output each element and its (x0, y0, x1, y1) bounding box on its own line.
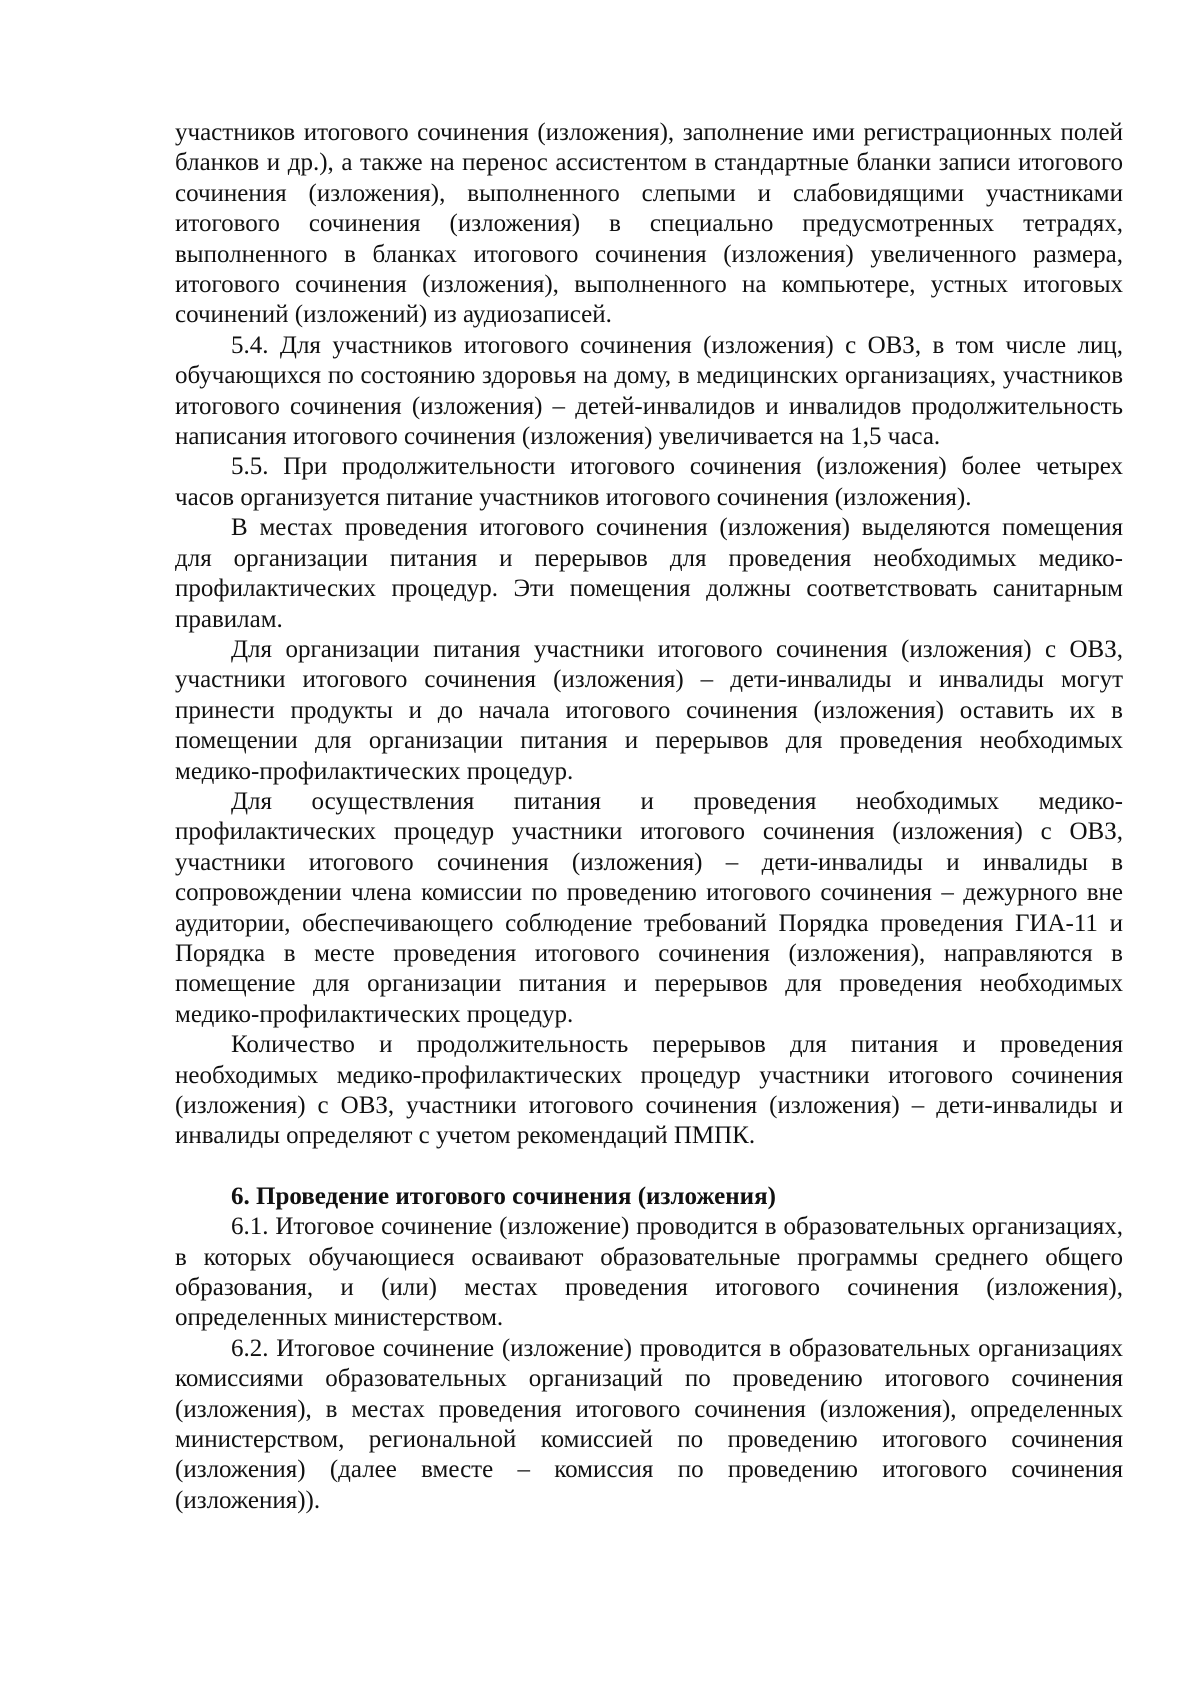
paragraph-continuation: участников итогового сочинения (изложения), заполнение ими регистрационных полей бланков и др.), а также на перенос ассистентом в стандартные бланки записи итогового сочинения (изложения), выполненного слепыми и слабовидящими участниками итогового сочинения (изложения) в специально предусмотренных тетрадях, выполненного в бланках итогового сочинения (изложения) увеличенного размера, итогового сочинения (изложения), выполненного на компьютере, устных итоговых сочинений (изложений) из аудиозаписей. (175, 119, 1123, 329)
paragraph-5-4: 5.4. Для участников итогового сочинения (изложения) с ОВЗ, в том числе лиц, обучающихся по состоянию здоровья на дому, в медицинских организациях, участников итогового сочинения (изложения) – детей-инвалидов и инвалидов продолжительность написания итогового сочинения (изложения) увеличивается на 1,5 часа. (175, 331, 1123, 451)
paragraph-6-2: 6.2. Итоговое сочинение (изложение) проводится в образовательных организациях комиссиями образовательных организаций по проведению итогового сочинения (изложения), в местах проведения итогового сочинения (изложения), определенных министерством, региональной комиссией по проведению итогового сочинения (изложения) (далее вместе – комиссия по проведению итогового сочинения (изложения)). (175, 1334, 1123, 1514)
paragraph-meal-organization: Для организации питания участники итогового сочинения (изложения) с ОВЗ, участники итогового сочинения (изложения) – дети-инвалиды и инвалиды могут принести продукты и до начала итогового сочинения (изложения) оставить их в помещении для организации питания и перерывов для проведения необходимых медико-профилактических процедур. (175, 635, 1123, 785)
document-page (175, 118, 1123, 1516)
paragraph-breaks: Количество и продолжительность перерывов для питания и проведения необходимых медико-профилактических процедур участники итогового сочинения (изложения) с ОВЗ, участники итогового сочинения (изложения) – дети-инвалиды и инвалиды определяют с учетом рекомендаций ПМПК. (175, 1031, 1123, 1150)
paragraph-6-1: 6.1. Итоговое сочинение (изложение) проводится в образовательных организациях, в которых обучающиеся осваивают образовательные программы среднего общего образования, и (или) местах проведения итогового сочинения (изложения), определенных министерством. (175, 1213, 1123, 1332)
section-gap (175, 1152, 1123, 1182)
section-heading: 6. Проведение итогового сочинения (изложения) (231, 1182, 776, 1210)
paragraph-meal-rooms: В местах проведения итогового сочинения (изложения) выделяются помещения для организации питания и перерывов для проведения необходимых медико-профилактических процедур. Эти помещения должны соответствовать санитарным правилам. (175, 514, 1123, 633)
paragraph-meal-procedure: Для осуществления питания и проведения необходимых медико-профилактических процедур участники итогового сочинения (изложения) с ОВЗ, участники итогового сочинения (изложения) – дети-инвалиды и инвалиды в сопровождении члена комиссии по проведению итогового сочинения – дежурного вне аудитории, обеспечивающего соблюдение требований Порядка проведения ГИА-11 и Порядка в месте проведения итогового сочинения (изложения), направляются в помещение для организации питания и перерывов для проведения необходимых медико-профилактических процедур. (175, 787, 1123, 1028)
paragraph-5-5: 5.5. При продолжительности итогового сочинения (изложения) более четырех часов организуется питание участников итогового сочинения (изложения). (175, 453, 1123, 511)
